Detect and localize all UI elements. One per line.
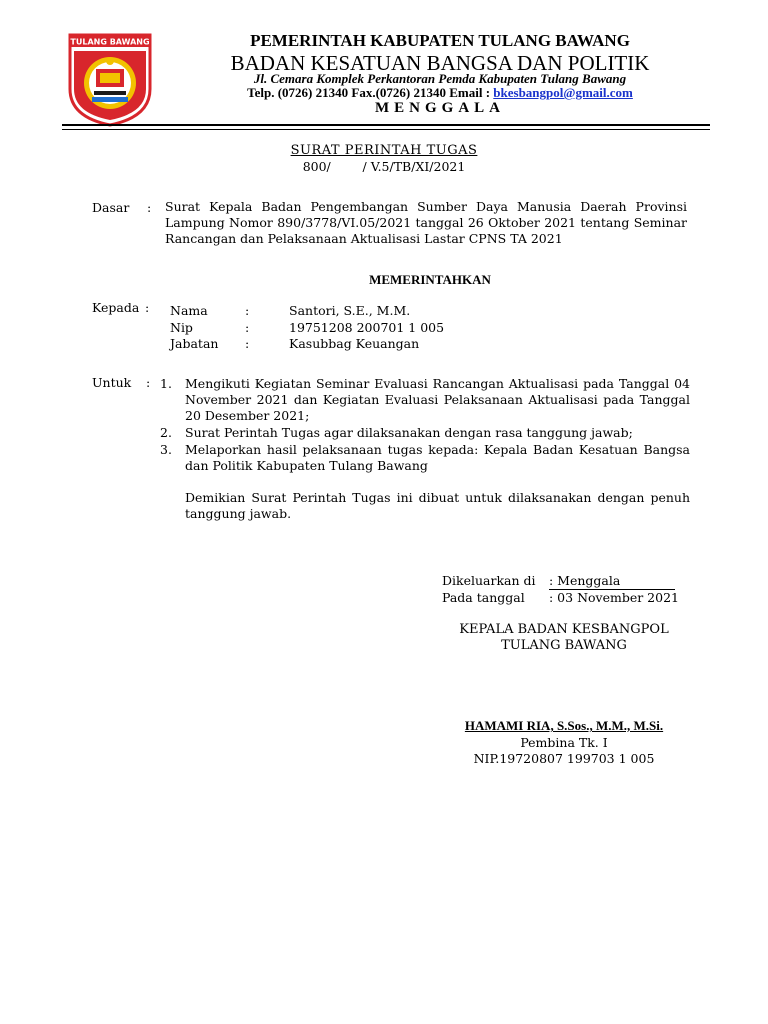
signatory-name: HAMAMI RIA, S.Sos., M.M., M.Si.	[464, 718, 664, 733]
kepada-colon: :	[145, 300, 150, 315]
logo-text: TULANG BAWANG	[70, 37, 150, 47]
issued-date-label: Pada tanggal	[442, 590, 525, 605]
kepada-nip-sep: :	[245, 320, 250, 335]
signatory-position-2: TULANG BAWANG	[501, 638, 627, 653]
kepada-nama-value: Santori, S.E., M.M.	[289, 303, 411, 318]
signatory-rank: Pembina Tk. I	[520, 735, 608, 750]
header-divider-thick	[62, 124, 710, 126]
document-number: 800/ / V.5/TB/XI/2021	[302, 159, 466, 174]
kepada-nip-key: Nip	[170, 320, 193, 335]
header-government: PEMERINTAH KABUPATEN TULANG BAWANG	[250, 31, 630, 50]
email-link[interactable]: bkesbangpol@gmail.com	[493, 85, 633, 100]
untuk-item-2-num: 2.	[160, 425, 172, 440]
header-address: Jl. Cemara Komplek Perkantoran Pemda Kabupaten Tulang Bawang	[253, 71, 627, 86]
issued-place-value: : Menggala	[549, 573, 675, 590]
issued-date-value: : 03 November 2021	[549, 590, 679, 605]
regency-logo	[66, 31, 154, 127]
kepada-label: Kepada	[92, 300, 140, 315]
header-phone-fax: Telp. (0726) 21340 Fax.(0726) 21340 Email :	[247, 85, 494, 100]
dasar-colon: :	[147, 200, 152, 215]
kepada-jabatan-key: Jabatan	[170, 336, 219, 351]
untuk-item-3-text: Melaporkan hasil pelaksanaan tugas kepada: Kepala Badan Kesatuan Bangsa dan Politik Kabupaten Tulang Bawang	[185, 442, 690, 473]
header-city: MENGGALA	[375, 100, 505, 116]
document-title: SURAT PERINTAH TUGAS	[290, 143, 478, 158]
untuk-item-3-num: 3.	[160, 442, 172, 457]
dasar-text: Surat Kepala Badan Pengembangan Sumber Daya Manusia Daerah Provinsi Lampung Nomor 890/3778/VI.05/2021 tanggal 26 Oktober 2021 tentang Seminar Rancangan dan Pelaksanaan Aktualisasi Lastar CPNS TA 2021	[165, 199, 687, 246]
closing-statement: Demikian Surat Perintah Tugas ini dibuat untuk dilaksanakan dengan penuh tanggung jawab.	[185, 490, 690, 521]
kepada-nama-key: Nama	[170, 303, 208, 318]
kepada-jabatan-value: Kasubbag Keuangan	[289, 336, 420, 351]
issued-place-label: Dikeluarkan di	[442, 573, 536, 588]
kepada-jabatan-sep: :	[245, 336, 250, 351]
dasar-label: Dasar	[92, 200, 130, 215]
kepada-nip-value: 19751208 200701 1 005	[289, 320, 445, 335]
header-contact	[160, 85, 720, 101]
untuk-item-1-num: 1.	[160, 376, 172, 391]
header-divider-thin	[62, 129, 710, 130]
signatory-nip: NIP.19720807 199703 1 005	[473, 751, 655, 766]
untuk-item-1-text: Mengikuti Kegiatan Seminar Evaluasi Rancangan Aktualisasi pada Tanggal 04 November 2021 dan Kegiatan Evaluasi Pelaksanaan Aktualisasi pada Tanggal 20 Desember 2021;	[185, 376, 690, 423]
memerintahkan-heading: MEMERINTAHKAN	[369, 272, 491, 287]
signatory-position-1: KEPALA BADAN KESBANGPOL	[459, 622, 669, 637]
header-agency: BADAN KESATUAN BANGSA DAN POLITIK	[230, 51, 650, 75]
kepada-nama-sep: :	[245, 303, 250, 318]
untuk-item-2-text: Surat Perintah Tugas agar dilaksanakan dengan rasa tanggung jawab;	[185, 425, 633, 440]
untuk-colon: :	[146, 375, 151, 390]
untuk-label: Untuk	[92, 375, 132, 390]
